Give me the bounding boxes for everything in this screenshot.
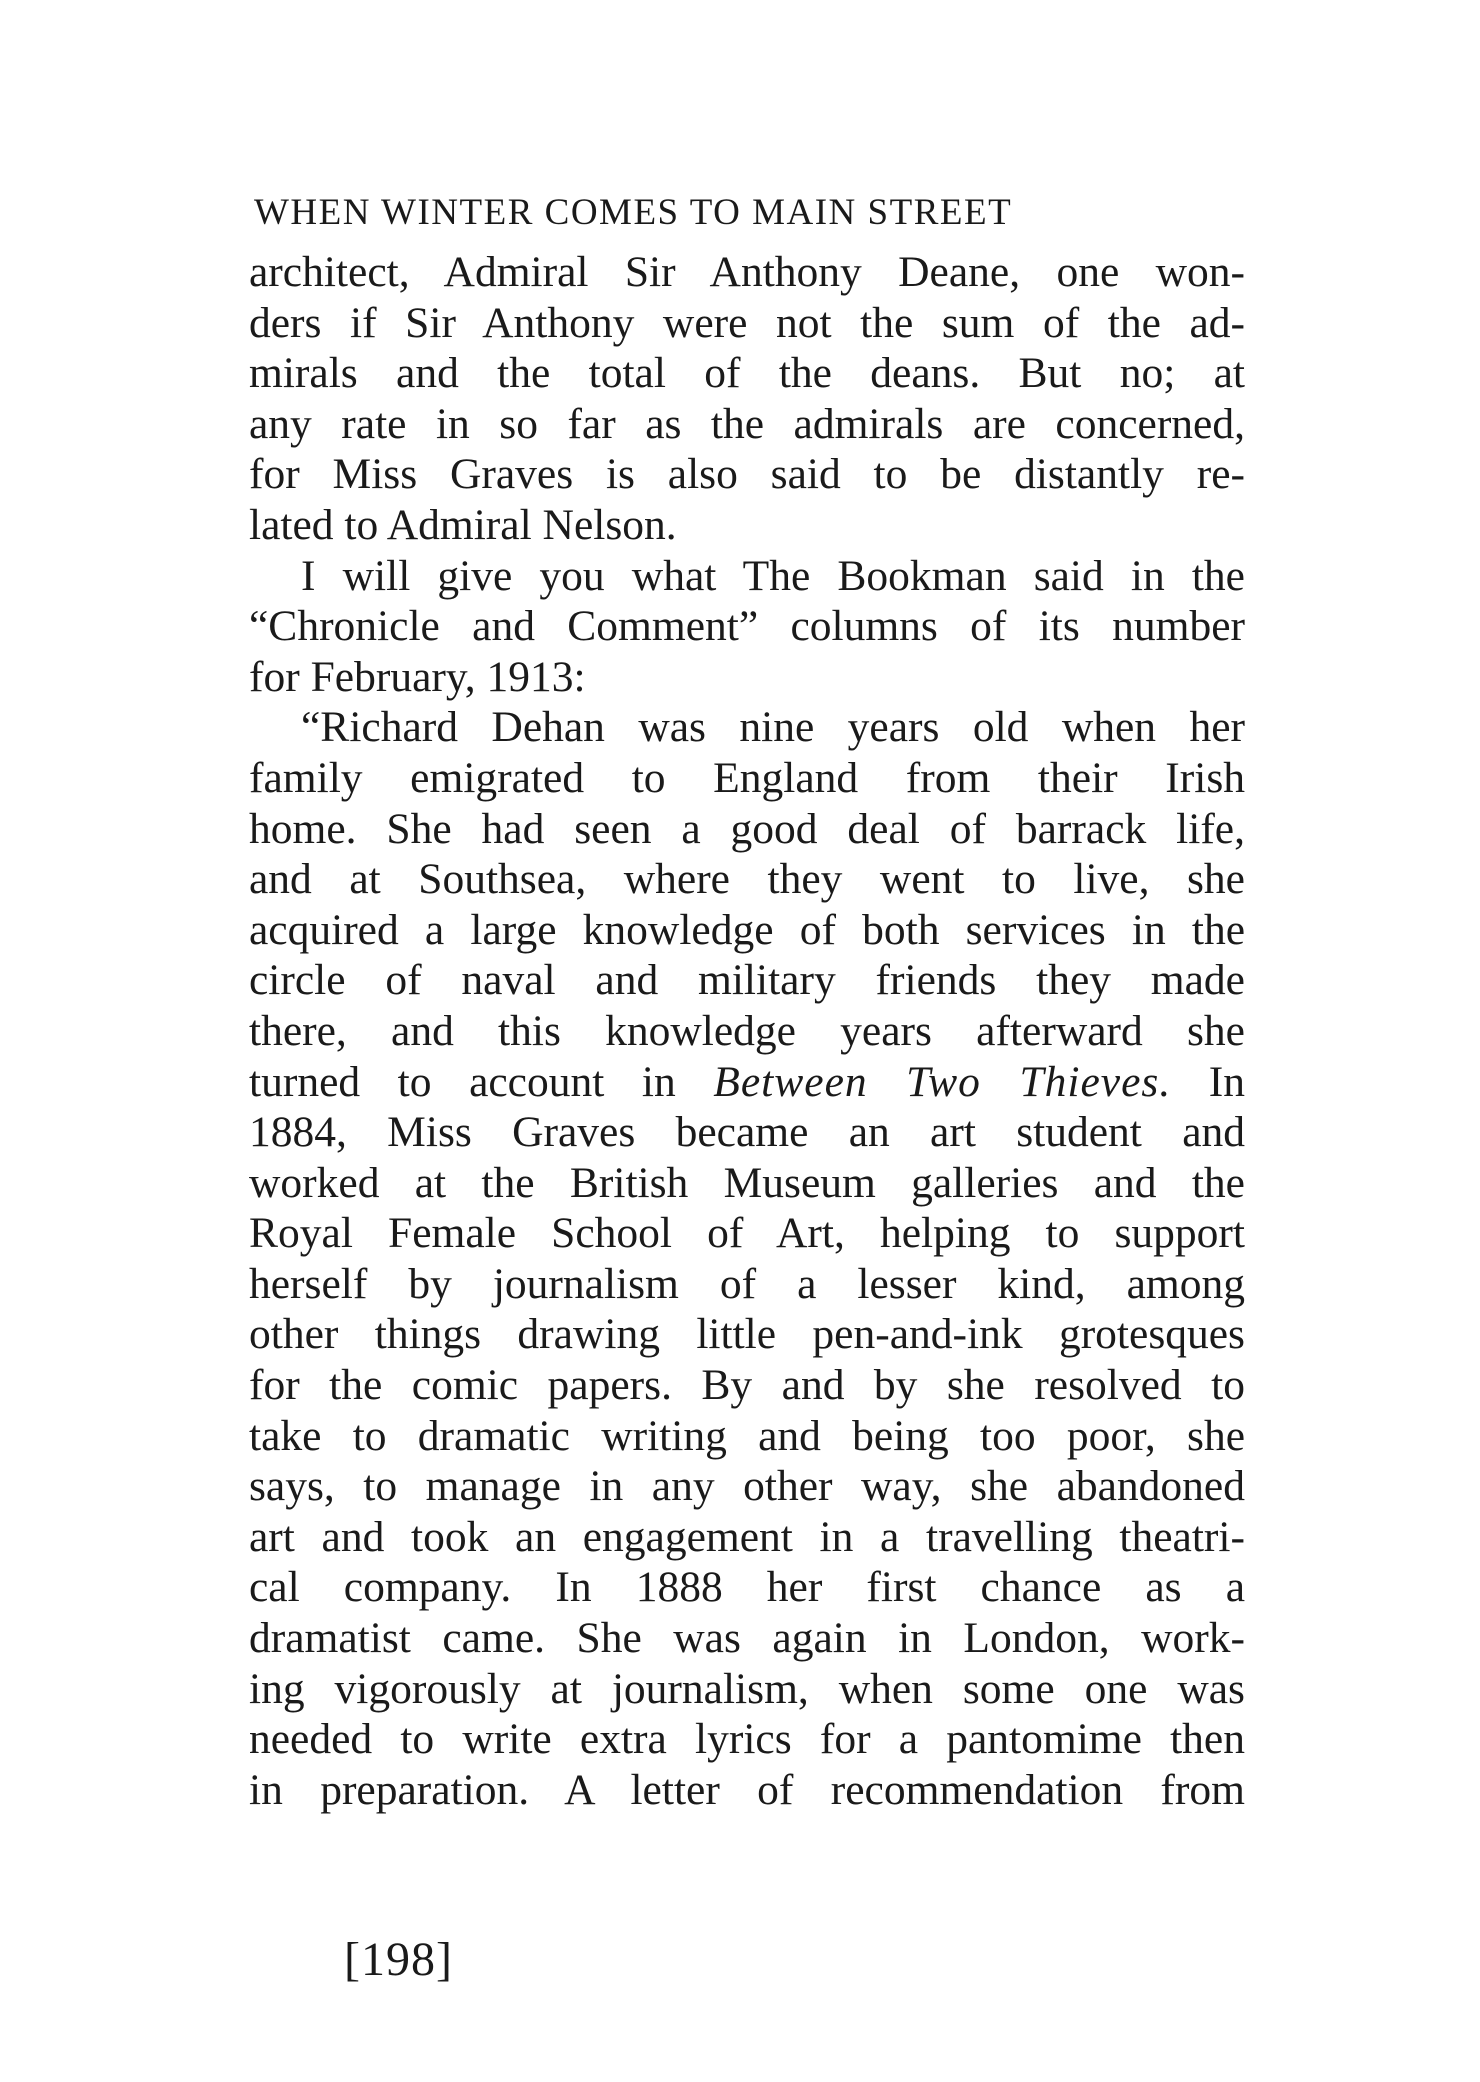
text-line: dramatist came. She was again in London, work-: [249, 1614, 1245, 1663]
text-line: architect, Admiral Sir Anthony Deane, one won-: [249, 248, 1245, 296]
text-line: for Miss Graves is also said to be distantly re-: [249, 450, 1245, 499]
text-line: worked at the British Museum galleries and the: [249, 1158, 1245, 1207]
text-line: lated to Admiral Nelson.: [249, 500, 677, 549]
text-line: “Richard Dehan was nine years old when her: [301, 703, 1245, 752]
text-line: art and took an engagement in a travelling theatri-: [249, 1512, 1245, 1561]
text-line: “Chronicle and Comment” columns of its number: [249, 602, 1245, 651]
text-line: mirals and the total of the deans. But no; at: [249, 349, 1245, 398]
italic-book-title: Between Two Thieves.: [713, 1057, 1172, 1106]
text-line: cal company. In 1888 her first chance as a: [249, 1563, 1245, 1612]
text-line: needed to write extra lyrics for a pantomime then: [249, 1715, 1245, 1764]
text-line: 1884, Miss Graves became an art student and: [249, 1108, 1245, 1157]
text-line: in preparation. A letter of recommendation from: [249, 1765, 1245, 1814]
text-line: other things drawing little pen-and-ink grotesques: [249, 1310, 1245, 1359]
text-line: acquired a large knowledge of both services in the: [249, 905, 1245, 954]
text-line: take to dramatic writing and being too poor, she: [249, 1411, 1245, 1460]
text-line: home. She had seen a good deal of barrack life,: [249, 804, 1245, 853]
text-line-with-italic-title: [249, 1057, 1245, 1108]
text-line: says, to manage in any other way, she abandoned: [249, 1462, 1245, 1511]
text-line: ders if Sir Anthony were not the sum of the ad-: [249, 298, 1245, 347]
text-line: and at Southsea, where they went to live, she: [249, 855, 1245, 904]
text-segment: In: [1208, 1057, 1246, 1106]
running-head: WHEN WINTER COMES TO MAIN STREET: [254, 192, 1013, 233]
body-text: [249, 247, 1245, 1815]
text-line: for the comic papers. By and by she resolved to: [249, 1361, 1245, 1410]
text-line: ing vigorously at journalism, when some one was: [249, 1664, 1245, 1713]
text-line: circle of naval and military friends they made: [249, 956, 1245, 1005]
text-line: any rate in so far as the admirals are concerned,: [249, 399, 1245, 448]
text-line: herself by journalism of a lesser kind, among: [249, 1259, 1245, 1308]
text-line: for February, 1913:: [249, 652, 586, 701]
text-line: I will give you what The Bookman said in the: [301, 551, 1245, 600]
page-number: [198]: [344, 1933, 453, 1986]
text-segment: turned to account in: [249, 1057, 676, 1106]
text-line: there, and this knowledge years afterward she: [249, 1006, 1245, 1055]
text-line: family emigrated to England from their Irish: [249, 753, 1245, 802]
text-line: Royal Female School of Art, helping to support: [249, 1209, 1245, 1258]
